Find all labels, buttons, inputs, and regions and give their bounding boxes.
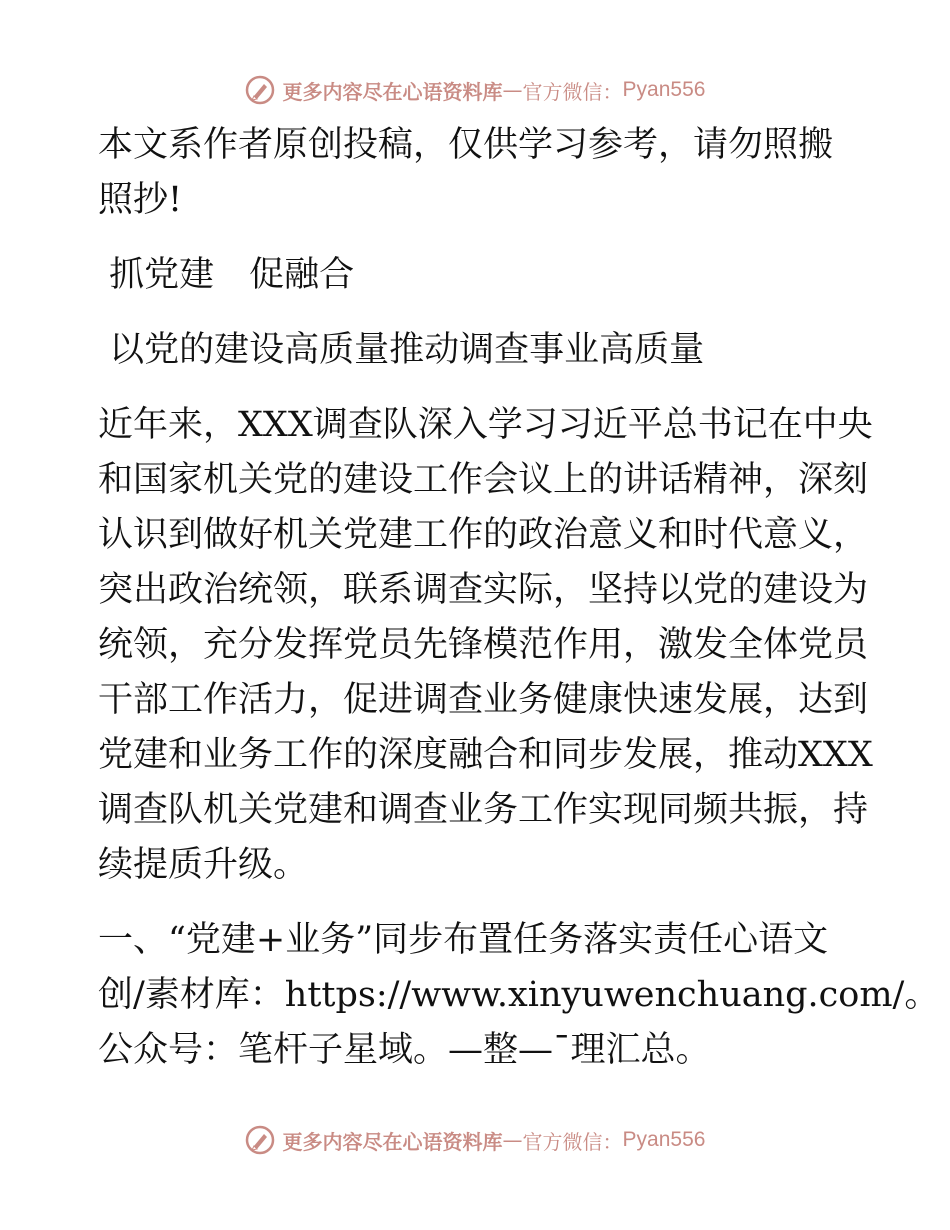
paragraph-line: 和国家机关党的建设工作会议上的讲话精神，深刻 [98, 460, 869, 500]
banner-separator: — [502, 1128, 523, 1152]
copyright-notice [98, 118, 858, 228]
paragraph-line: 续提质升级。 [98, 845, 309, 885]
pen-nib-logo-icon [245, 1125, 275, 1155]
paragraph-line: 干部工作活力，促进调查业务健康快速发展，达到 [98, 680, 869, 720]
banner-wechat-label: 官方微信： [522, 1129, 623, 1154]
document-subtitle: 以党的建设高质量推动调查事业高质量 [98, 330, 705, 370]
paragraph-line: 近年来，XXX调查队深入学习习近平总书记在中央 [98, 405, 873, 445]
document-body [98, 118, 940, 1078]
banner-main-text: 更多内容尽在心语资料库 [282, 79, 503, 104]
pen-nib-logo-icon [245, 75, 275, 105]
website-line: 创/素材库：https://www.xinyuwenchuang.com/。 [98, 975, 940, 1015]
section-one-paragraph [98, 913, 940, 1078]
document-title: 抓党建 促融合 [98, 255, 355, 295]
notice-line: 照抄! [98, 180, 183, 220]
banner-main-text: 更多内容尽在心语资料库 [282, 1129, 503, 1154]
intro-paragraph [98, 398, 873, 893]
paragraph-line: 认识到做好机关党建工作的政治意义和时代意义， [98, 515, 869, 555]
banner-separator: — [502, 78, 523, 102]
notice-line: 本文系作者原创投稿，仅供学习参考，请勿照搬 [98, 125, 834, 165]
section-heading-line: 一、“党建+业务”同步布置任务落实责任心语文 [98, 920, 829, 960]
paragraph-line: 统领，充分发挥党员先锋模范作用，激发全体党员 [98, 625, 869, 665]
footer-watermark-banner [0, 1120, 950, 1160]
banner-wechat-label: 官方微信： [522, 79, 623, 104]
header-watermark-banner [0, 70, 950, 110]
banner-wechat-id: Pyan556 [622, 1128, 706, 1151]
paragraph-line: 突出政治统领，联系调查实际，坚持以党的建设为 [98, 570, 869, 610]
paragraph-line: 调查队机关党建和调查业务工作实现同频共振，持 [98, 790, 869, 830]
official-account-line: 公众号：笔杆子星域。—整—¯理汇总。 [98, 1030, 711, 1070]
paragraph-line: 党建和业务工作的深度融合和同步发展，推动XXX [98, 735, 873, 775]
banner-wechat-id: Pyan556 [622, 78, 706, 101]
